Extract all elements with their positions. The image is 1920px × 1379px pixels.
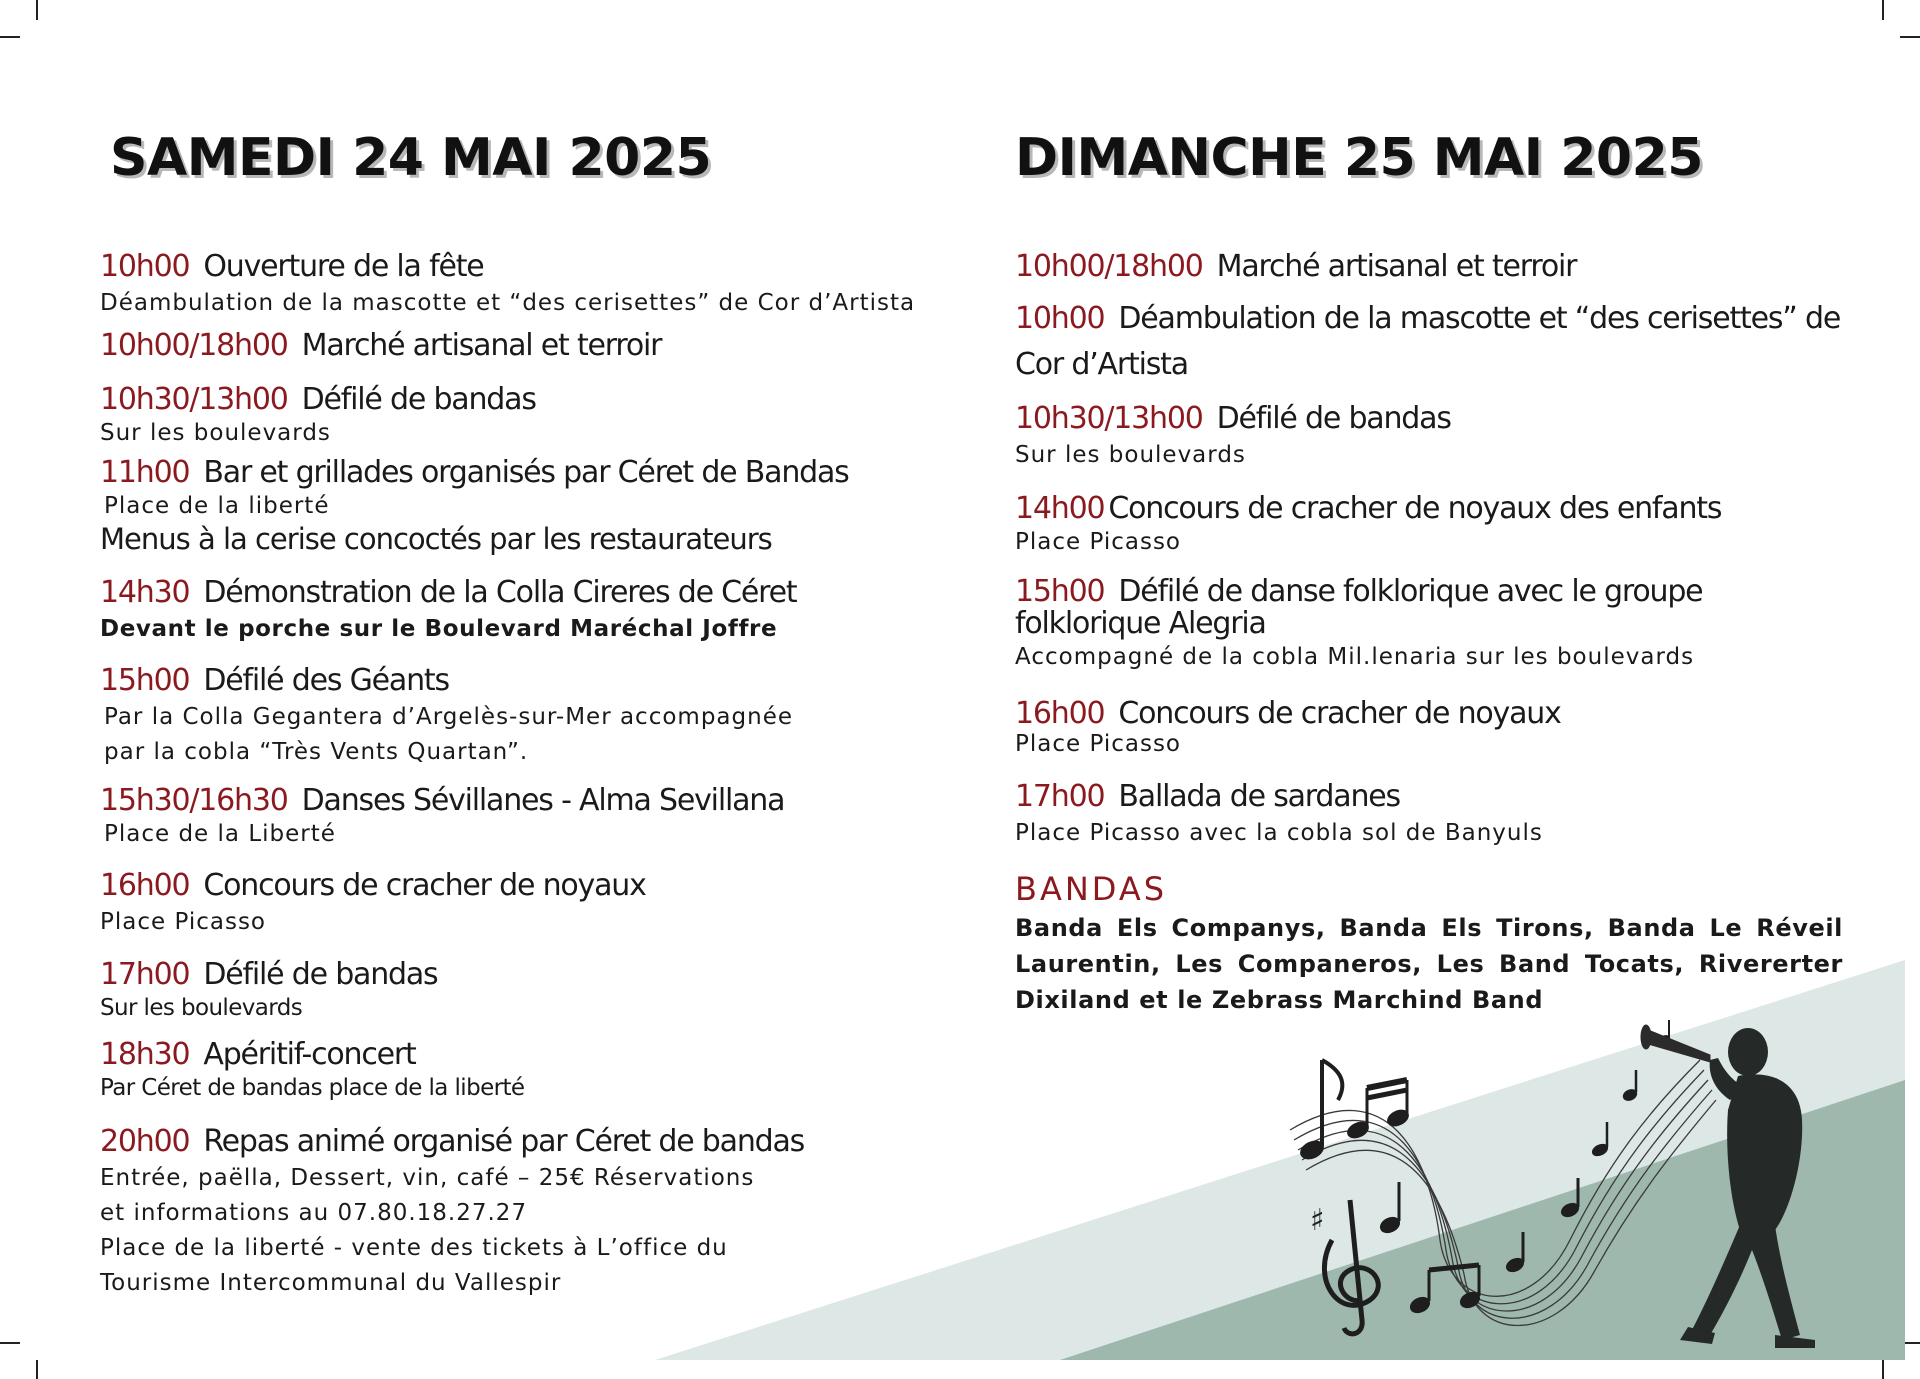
event-detail: Entrée, paëlla, Dessert, vin, café – 25€ Réservations xyxy=(100,1165,755,1191)
event-heading xyxy=(100,662,960,700)
event-item xyxy=(1015,698,1845,758)
event-time: 10h30/13h00 xyxy=(1015,401,1203,436)
event-detail: Place Picasso xyxy=(1015,529,1181,555)
event-heading xyxy=(100,574,960,612)
event-title: Ballada de sardanes xyxy=(1118,779,1400,814)
event-detail: Déambulation de la mascotte et “des cerisettes” de Cor d’Artista xyxy=(100,290,916,316)
event-item xyxy=(1015,248,1845,286)
event-heading xyxy=(100,1123,960,1161)
event-heading xyxy=(1015,778,1845,816)
event-title: Concours de cracher de noyaux xyxy=(203,868,646,903)
event-item xyxy=(1015,400,1845,473)
event-heading xyxy=(100,248,960,286)
event-item xyxy=(100,867,960,940)
event-time: 15h00 xyxy=(100,663,190,698)
event-time: 16h00 xyxy=(1015,696,1105,731)
event-title: Défilé de bandas xyxy=(1216,401,1451,436)
event-title: Apéritif-concert xyxy=(203,1037,416,1072)
event-detail: Par Céret de bandas place de la liberté xyxy=(100,1075,525,1101)
event-time: 10h00/18h00 xyxy=(100,328,288,363)
sunday-title: DIMANCHE 25 MAI 2025 xyxy=(1015,128,1703,188)
event-time: 15h00 xyxy=(1015,574,1105,609)
event-time: 17h00 xyxy=(100,957,190,992)
event-detail: Devant le porche sur le Boulevard Maréchal Joffre xyxy=(100,616,778,642)
event-detail: par la cobla “Très Vents Quartan”. xyxy=(104,739,529,765)
event-item xyxy=(100,248,960,321)
event-detail: Sur les boulevards xyxy=(100,995,303,1021)
event-title: Ouverture de la fête xyxy=(203,249,484,284)
event-detail: Place Picasso avec la cobla sol de Banyuls xyxy=(1015,820,1543,846)
event-item xyxy=(1015,778,1845,851)
event-detail: Place Picasso xyxy=(1015,731,1181,757)
event-heading xyxy=(100,782,960,820)
event-heading xyxy=(100,956,960,994)
event-detail: Place de la liberté - vente des tickets à L’office du xyxy=(100,1235,728,1261)
event-time: 15h30/16h30 xyxy=(100,783,288,818)
event-detail: Par la Colla Gegantera d’Argelès-sur-Mer accompagnée xyxy=(104,704,793,730)
event-title: Bar et grillades organisés par Céret de Bandas xyxy=(203,455,849,490)
event-time: 18h30 xyxy=(100,1037,190,1072)
music-illustration xyxy=(1270,1000,1850,1350)
bandas-title: BANDAS xyxy=(1015,870,1168,908)
event-heading xyxy=(1015,698,1845,730)
event-time: 20h00 xyxy=(100,1124,190,1159)
event-heading xyxy=(100,867,960,905)
event-title: Concours de cracher de noyaux xyxy=(1118,696,1561,731)
event-time: 10h00 xyxy=(100,249,190,284)
event-detail: Place Picasso xyxy=(100,909,266,935)
event-item xyxy=(1015,490,1845,556)
event-heading xyxy=(100,327,960,365)
event-time: 16h00 xyxy=(100,868,190,903)
event-time: 10h30/13h00 xyxy=(100,382,288,417)
event-time: 17h00 xyxy=(1015,779,1105,814)
event-detail: et informations au 07.80.18.27.27 xyxy=(100,1200,528,1226)
event-item xyxy=(100,574,960,647)
event-heading xyxy=(1015,400,1845,438)
event-item xyxy=(100,662,960,770)
event-item xyxy=(100,1123,960,1301)
event-time: 10h00/18h00 xyxy=(1015,249,1203,284)
event-heading xyxy=(100,454,960,492)
event-title: Marché artisanal et terroir xyxy=(301,328,662,363)
trumpet-player-silhouette xyxy=(1680,1028,1815,1348)
event-detail: Sur les boulevards xyxy=(1015,442,1246,468)
event-item xyxy=(100,782,960,848)
saturday-title: SAMEDI 24 MAI 2025 xyxy=(110,128,712,188)
event-title: Danses Sévillanes - Alma Sevillana xyxy=(301,783,785,818)
event-detail: Sur les boulevards xyxy=(100,420,331,446)
event-title: Démonstration de la Colla Cireres de Céret xyxy=(203,575,797,610)
event-heading xyxy=(100,381,960,419)
event-title: Défilé de danse folklorique avec le groupe folklorique Alegria xyxy=(1015,574,1703,641)
event-time: 14h00 xyxy=(1015,491,1105,526)
sharp-icon: ♯ xyxy=(1310,1203,1325,1238)
event-title: Repas animé organisé par Céret de bandas xyxy=(203,1124,805,1159)
event-title: Défilé de bandas xyxy=(203,957,438,992)
event-extra: Menus à la cerise concoctés par les restaurateurs xyxy=(100,522,772,556)
event-detail: Tourisme Intercommunal du Vallespir xyxy=(100,1270,562,1296)
event-item xyxy=(100,1036,960,1102)
event-title: Déambulation de la mascotte et “des cerisettes” de Cor d’Artista xyxy=(1015,301,1841,382)
event-heading xyxy=(1015,296,1845,388)
event-heading xyxy=(1015,576,1845,640)
event-detail: Place de la liberté xyxy=(104,493,330,519)
trumpet-icon xyxy=(1641,1025,1710,1062)
event-time: 11h00 xyxy=(100,455,190,490)
event-title: Défilé des Géants xyxy=(203,663,449,698)
event-title: Défilé de bandas xyxy=(301,382,536,417)
event-detail: Accompagné de la cobla Mil.lenaria sur les boulevards xyxy=(1015,644,1695,670)
event-time: 14h30 xyxy=(100,575,190,610)
music-notes-icon xyxy=(1298,1020,1671,1316)
event-heading xyxy=(1015,248,1845,286)
music-staff-icon xyxy=(1290,1060,1716,1326)
treble-clef-icon xyxy=(1324,1200,1378,1334)
event-title: Marché artisanal et terroir xyxy=(1216,249,1577,284)
event-item xyxy=(100,454,960,558)
bandas-list: Banda Els Companys, Banda Els Tirons, Banda Le Réveil Laurentin, Les Companeros, Les Band Tocats, Rivererter Dixiland et le Zebrass Marchind Band xyxy=(1015,914,1843,1014)
event-detail: Place de la Liberté xyxy=(104,821,336,847)
event-title: Concours de cracher de noyaux des enfants xyxy=(1108,491,1722,526)
event-time: 10h00 xyxy=(1015,301,1105,336)
event-item xyxy=(100,381,960,447)
event-heading xyxy=(1015,490,1845,528)
event-item xyxy=(1015,576,1845,675)
event-item xyxy=(100,327,960,365)
event-item xyxy=(1015,296,1845,388)
event-heading xyxy=(100,1036,960,1074)
event-item xyxy=(100,956,960,1022)
